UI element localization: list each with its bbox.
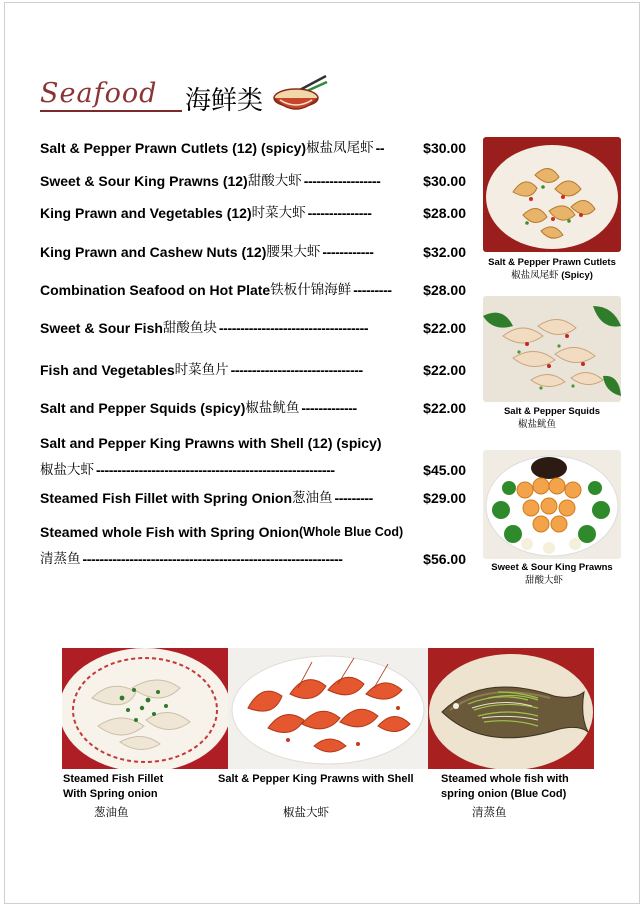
item-name: King Prawn and Cashew Nuts (12)	[40, 244, 267, 260]
caption-line: spring onion (Blue Cod)	[441, 788, 567, 800]
item-price: $22.00	[423, 320, 466, 336]
item-leader: ---------	[334, 490, 373, 506]
item-leader: -----------------------------------	[218, 320, 369, 336]
menu-item-combination-seafood	[40, 280, 466, 300]
item-price: $56.00	[423, 551, 466, 567]
caption-line: Salt & Pepper King Prawns with Shell	[218, 773, 414, 785]
sweet-sour-prawns-photo	[483, 450, 621, 559]
caption-spicy-note: (Spicy)	[558, 270, 593, 281]
item-price: $22.00	[423, 362, 466, 378]
item-name: Salt & Pepper Prawn Cutlets (12) (spicy)	[40, 140, 307, 156]
item-leader: ---------------	[307, 205, 372, 221]
steamed-whole-fish-photo	[428, 648, 594, 769]
menu-item-king-prawn-cashew	[40, 242, 466, 262]
item-name: Salt and Pepper Squids (spicy)	[40, 400, 246, 416]
item-leader: ---------	[353, 282, 392, 298]
item-chinese-name: 甜酸大虾	[247, 173, 302, 188]
king-prawns-shell-caption	[218, 772, 414, 787]
caption-english: Sweet & Sour King Prawns	[491, 562, 613, 573]
item-chinese-name: 铁板什锦海鲜	[270, 282, 352, 297]
item-name: Sweet & Sour Fish	[40, 320, 163, 336]
menu-item-steamed-whole-fish	[40, 522, 466, 542]
item-chinese-name: 甜酸鱼块	[162, 320, 217, 335]
item-chinese-name: 腰果大虾	[266, 244, 321, 259]
item-name: Salt and Pepper King Prawns with Shell (12) (spicy)	[40, 435, 382, 451]
caption-chinese: 椒盐鱿鱼	[518, 419, 557, 430]
caption-line: With Spring onion	[63, 788, 158, 800]
menu-item-salt-pepper-squids	[40, 398, 466, 418]
menu-item-fish-vegetables	[40, 360, 466, 380]
item-name: Steamed whole Fish with Spring Onion	[40, 524, 300, 540]
steamed-whole-fish-caption	[441, 772, 569, 802]
item-chinese-name: 时菜鱼片	[174, 362, 229, 377]
prawn-cutlets-photo	[483, 137, 621, 252]
menu-item-steamed-fish-fillet	[40, 488, 466, 508]
item-leader: --------------------------------------------------------	[96, 462, 335, 478]
item-price: $28.00	[423, 205, 466, 221]
caption-chinese: 椒盐凤尾虾	[511, 270, 559, 281]
item-chinese-name: 椒盐鱿鱼	[245, 400, 300, 415]
menu-item-salt-pepper-king-prawns-shell	[40, 433, 466, 453]
caption-line: Steamed whole fish with	[441, 773, 569, 785]
steamed-whole-fish-caption-chinese: 清蒸鱼	[472, 807, 507, 819]
item-note: (Whole Blue Cod)	[299, 525, 404, 539]
king-prawns-shell-caption-chinese: 椒盐大虾	[283, 807, 329, 819]
item-chinese-name: 椒盐凤尾虾	[306, 140, 374, 155]
item-price: $45.00	[423, 462, 466, 478]
item-leader: ------------	[322, 244, 374, 260]
caption-english: Salt & Pepper Squids	[503, 406, 601, 417]
item-name: Steamed Fish Fillet with Spring Onion	[40, 490, 293, 506]
item-price: $30.00	[423, 140, 466, 156]
item-name: Fish and Vegetables	[40, 362, 175, 378]
squids-photo	[483, 296, 621, 402]
sweet-sour-prawns-caption	[483, 561, 621, 587]
steamed-fish-fillet-caption-chinese: 葱油鱼	[94, 807, 129, 819]
item-chinese-name: 椒盐大虾	[40, 462, 94, 477]
item-price: $22.00	[423, 400, 466, 416]
menu-item-sweet-sour-fish	[40, 318, 466, 338]
item-price: $28.00	[423, 282, 466, 298]
item-chinese-name: 葱油鱼	[292, 490, 333, 505]
item-leader: -------------------------------------------------------------	[82, 551, 343, 567]
caption-english: Salt & Pepper Prawn Cutlets	[488, 257, 616, 268]
menu-item-salt-pepper-prawn-cutlets	[40, 138, 466, 158]
item-chinese-name: 清蒸鱼	[40, 551, 81, 566]
menu-item-steamed-whole-fish-price	[40, 549, 466, 569]
steamed-fish-fillet-caption	[63, 772, 163, 802]
item-leader: --	[375, 140, 385, 156]
caption-line: Steamed Fish Fillet	[63, 773, 164, 785]
heading-english: Seafood	[40, 78, 158, 109]
item-price: $29.00	[423, 490, 466, 506]
bowl-chopsticks-icon	[268, 74, 328, 114]
item-leader: -------------	[301, 400, 357, 416]
menu-item-king-prawn-vegetables	[40, 203, 466, 223]
item-name: Combination Seafood on Hot Plate	[40, 282, 271, 298]
prawn-cutlets-caption	[483, 256, 621, 282]
steamed-fish-fillet-photo	[62, 648, 228, 769]
king-prawns-shell-photo	[228, 648, 428, 769]
item-chinese-name: 时菜大虾	[251, 205, 306, 220]
item-price: $32.00	[423, 244, 466, 260]
item-price: $30.00	[423, 173, 466, 189]
menu-item-salt-pepper-king-prawns-shell-price	[40, 460, 466, 480]
heading-chinese: 海鲜类	[185, 85, 264, 115]
caption-chinese: 甜酸大虾	[525, 575, 564, 586]
item-leader: ------------------	[303, 173, 381, 189]
heading-underline	[40, 110, 182, 112]
item-leader: -------------------------------	[230, 362, 363, 378]
item-name: Sweet & Sour King Prawns (12)	[40, 173, 248, 189]
item-name: King Prawn and Vegetables (12)	[40, 205, 252, 221]
menu-item-sweet-sour-king-prawns	[40, 171, 466, 191]
squids-caption	[483, 405, 621, 431]
